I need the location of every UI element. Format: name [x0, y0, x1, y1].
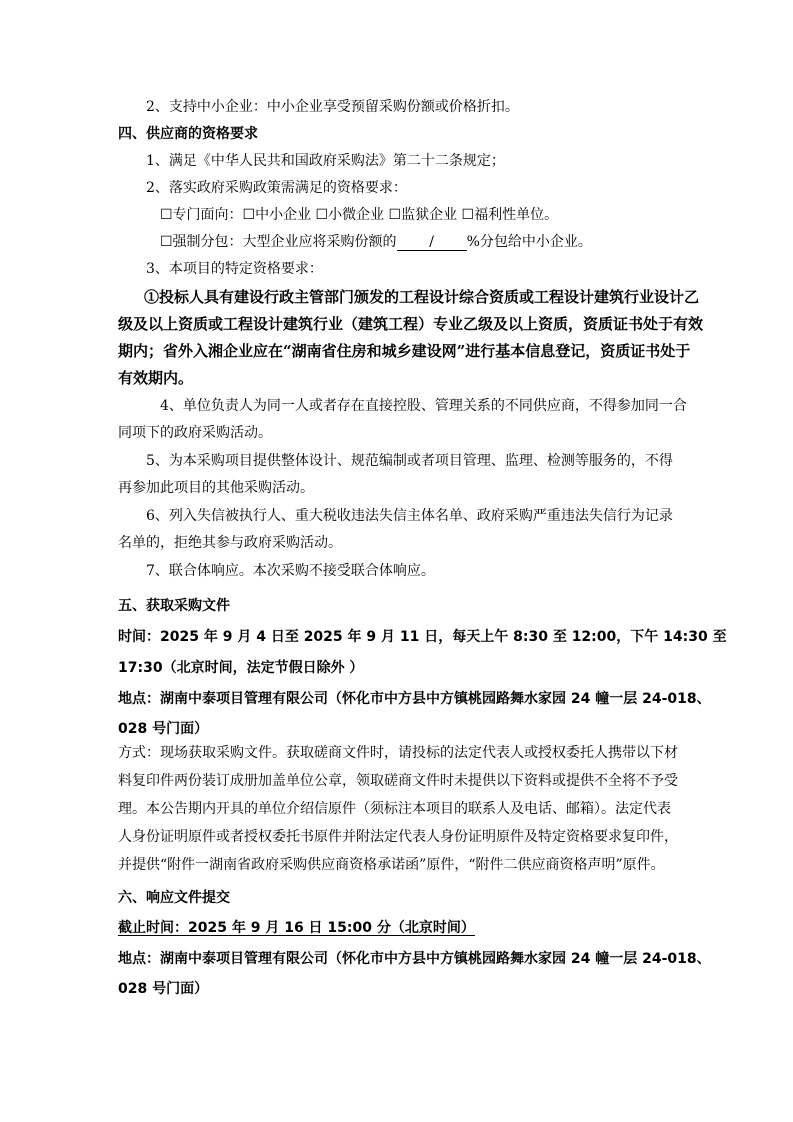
acquisition-method-line-5: 并提供“附件一湖南省政府采购供应商资格承诺函”原件，“附件二供应商资格声明”原件。 — [118, 857, 665, 873]
policy-item-2: 2、支持中小企业：中小企业享受预留采购份额或价格折扣。 — [146, 99, 519, 115]
acquisition-method-line-2: 料复印件两份装订成册加盖单位公章，领取磋商文件时未提供以下资料或提供不全将不予受 — [118, 773, 678, 789]
requirement-1: 1、满足《中华人民共和国政府采购法》第二十二条规定； — [146, 153, 505, 169]
requirement-5-line-1: 5、为本采购项目提供整体设计、规范编制或者项目管理、监理、检测等服务的，不得 — [146, 453, 673, 469]
acquisition-location-line-1: 地点：湖南中泰项目管理有限公司（怀化市中方县中方镇桃园路舞水家园 24 幢一层 24-018、 — [118, 691, 711, 707]
section-heading-5: 五、获取采购文件 — [118, 598, 230, 614]
requirement-4-line-1: 4、单位负责人为同一人或者存在直接控股、管理关系的不同供应商，不得参加同一合 — [160, 398, 687, 414]
requirement-2: 2、落实政府采购政策需满足的资格要求： — [146, 180, 407, 196]
requirement-6-line-1: 6、列入失信被执行人、重大税收违法失信主体名单、政府采购严重违法失信行为记录 — [146, 508, 673, 524]
specific-qualification-line-4: 有效期内。 — [118, 369, 194, 387]
acquisition-time-line-1: 时间：2025 年 9 月 4 日至 2025 年 9 月 11 日，每天上午 8:30 至 12:00，下午 14:30 至 — [118, 629, 727, 645]
requirement-5-line-2: 再参加此项目的其他采购活动。 — [118, 480, 314, 496]
specific-qualification-line-2: 级及以上资质或工程设计建筑行业（建筑工程）专业乙级及以上资质，资质证书处于有效 — [118, 315, 704, 333]
subcontract-text-b: %分包给中小企业。 — [466, 234, 592, 250]
acquisition-method-line-4: 人身份证明原件或者授权委托书原件并附法定代表人身份证明原件及特定资格要求复印件， — [118, 829, 678, 845]
subcontract-share-blank: / — [397, 234, 467, 251]
subcontract-text-a: ☐强制分包：大型企业应将采购份额的 — [160, 234, 397, 250]
acquisition-time-line-2: 17:30（北京时间，法定节假日除外 ） — [118, 660, 364, 676]
submission-location-line-1: 地点：湖南中泰项目管理有限公司（怀化市中方县中方镇桃园路舞水家园 24 幢一层 24-018、 — [118, 951, 711, 967]
requirement-6-line-2: 名单的，拒绝其参与政府采购活动。 — [118, 535, 342, 551]
section-heading-4: 四、供应商的资格要求 — [118, 126, 258, 142]
requirement-3: 3、本项目的特定资格要求： — [146, 261, 323, 277]
specific-qualification-line-1: ①投标人具有建设行政主管部门颁发的工程设计综合资质或工程设计建筑行业设计乙 — [144, 288, 700, 306]
submission-location-line-2: 028 号门面） — [118, 981, 209, 997]
submission-deadline: 截止时间：2025 年 9 月 16 日 15:00 分（北京时间） — [118, 920, 475, 936]
acquisition-method-line-1: 方式：现场获取采购文件。获取磋商文件时，请投标的法定代表人或授权委托人携带以下材 — [118, 745, 678, 761]
mandatory-subcontract-line — [160, 232, 592, 252]
section-heading-6: 六、响应文件提交 — [118, 890, 230, 906]
acquisition-method-line-3: 理。本公告期内开具的单位介绍信原件（须标注本项目的联系人及电话、邮箱）。法定代表 — [118, 801, 671, 817]
acquisition-location-line-2: 028 号门面） — [118, 721, 209, 737]
requirement-7: 7、联合体响应。本次采购不接受联合体响应。 — [146, 563, 435, 579]
dedicated-targeting-options: ☐专门面向：☐中小企业 ☐小微企业 ☐监狱企业 ☐福利性单位。 — [160, 207, 559, 223]
specific-qualification-line-3: 期内；省外入湘企业应在“湖南省住房和城乡建设网”进行基本信息登记，资质证书处于 — [118, 342, 691, 360]
requirement-4-line-2: 同项下的政府采购活动。 — [118, 425, 272, 441]
